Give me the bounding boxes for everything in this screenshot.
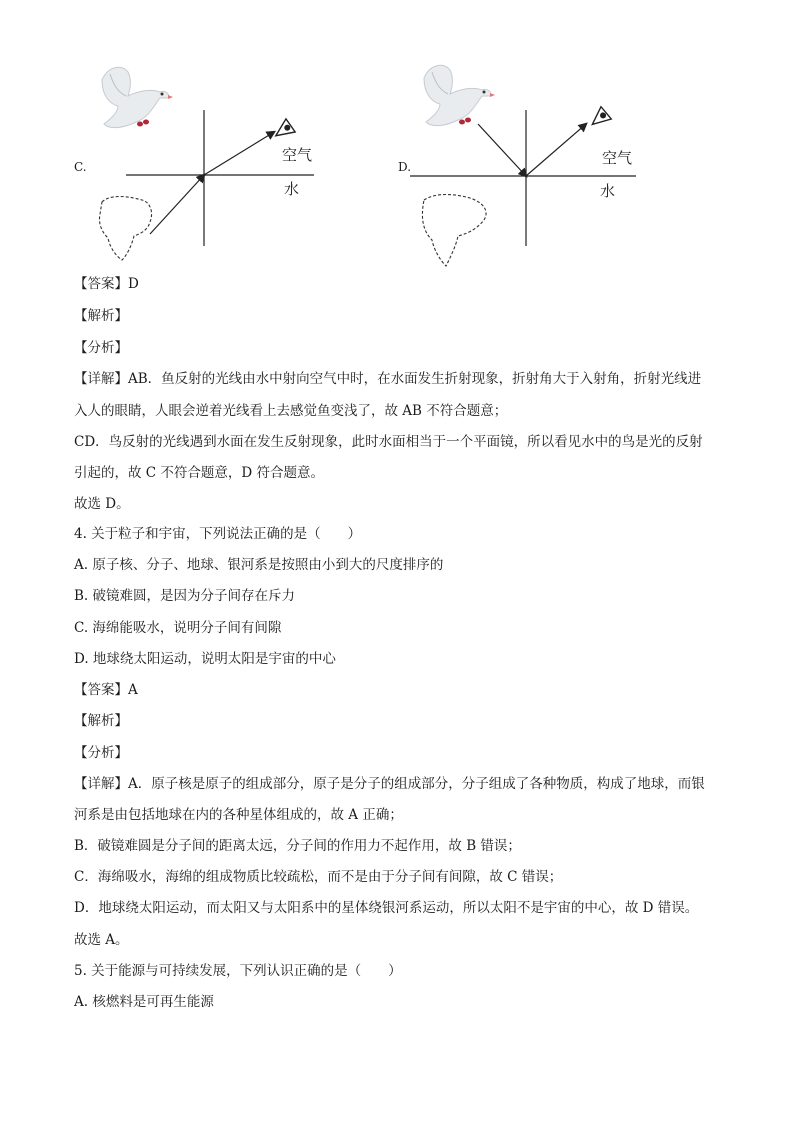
reflected-ray — [526, 124, 586, 176]
dove-image-icon — [422, 195, 486, 267]
option-d: D. 地球绕太阳运动，说明太阳是宇宙的中心 — [74, 651, 336, 667]
option-a: A. 核燃料是可再生能源 — [74, 994, 214, 1010]
water-label: 水 — [284, 180, 300, 198]
conclusion: 故选 D。 — [74, 496, 130, 512]
option-a: A. 原子核、分子、地球、银河系是按照由小到大的尺度排序的 — [74, 557, 444, 573]
figure-c — [88, 62, 328, 267]
detail-line: B．破镜难圆是分子间的距离太远，分子间的作用力不起作用，故 B 错误； — [74, 838, 521, 854]
dove-icon — [102, 67, 173, 127]
air-label: 空气 — [602, 149, 633, 167]
detail-line: 河系是由包括地球在内的各种星体组成的，故 A 正确； — [74, 807, 403, 823]
analysis-label: 【解析】 — [74, 308, 128, 324]
conclusion: 故选 A。 — [74, 932, 129, 948]
question-stem: 5. 关于能源与可持续发展，下列认识正确的是（ ） — [74, 963, 402, 979]
incident-ray — [150, 175, 204, 234]
option-d-letter: D. — [398, 160, 412, 174]
incident-ray — [478, 124, 526, 176]
option-c: C. 海绵能吸水，说明分子间有间隙 — [74, 620, 282, 636]
detail-line: 【详解】AB．鱼反射的光线由水中射向空气中时，在水面发生折射现象，折射角大于入射角，折射光线进 — [74, 371, 702, 387]
detail-line: 入人的眼睛，人眼会逆着光线看上去感觉鱼变浅了，故 AB 不符合题意； — [74, 403, 508, 419]
option-b: B. 破镜难圆，是因为分子间存在斥力 — [74, 588, 296, 604]
answer-label: 【答案】A — [74, 682, 138, 698]
figure-d — [410, 60, 650, 270]
fenxi-label: 【分析】 — [74, 745, 128, 761]
air-label: 空气 — [282, 146, 313, 164]
detail-line: D．地球绕太阳运动，而太阳又与太阳系中的星体绕银河系运动，所以太阳不是宇宙的中心，故 D 错误。 — [74, 900, 699, 916]
detail-line: 【详解】A．原子核是原子的组成部分，原子是分子的组成部分，分子组成了各种物质，构成了地球，而银 — [74, 776, 705, 792]
detail-line: C．海绵吸水，海绵的组成物质比较疏松，而不是由于分子间有间隙，故 C 错误； — [74, 869, 563, 885]
answer-label: 【答案】D — [74, 276, 139, 292]
fish-image-icon — [99, 197, 151, 261]
refracted-ray — [204, 132, 274, 175]
eye-icon — [271, 119, 295, 142]
eye-icon — [587, 107, 611, 131]
detail-line: 引起的，故 C 不符合题意，D 符合题意。 — [74, 465, 325, 481]
analysis-label: 【解析】 — [74, 713, 128, 729]
fenxi-label: 【分析】 — [74, 340, 128, 356]
option-c-letter: C. — [74, 160, 87, 174]
question-stem: 4. 关于粒子和宇宙，下列说法正确的是（ ） — [74, 526, 362, 542]
detail-line: CD．鸟反射的光线遇到水面在发生反射现象，此时水面相当于一个平面镜，所以看见水中的鸟是光的反射 — [74, 434, 703, 450]
dove-icon — [424, 65, 495, 125]
water-label: 水 — [600, 182, 616, 200]
